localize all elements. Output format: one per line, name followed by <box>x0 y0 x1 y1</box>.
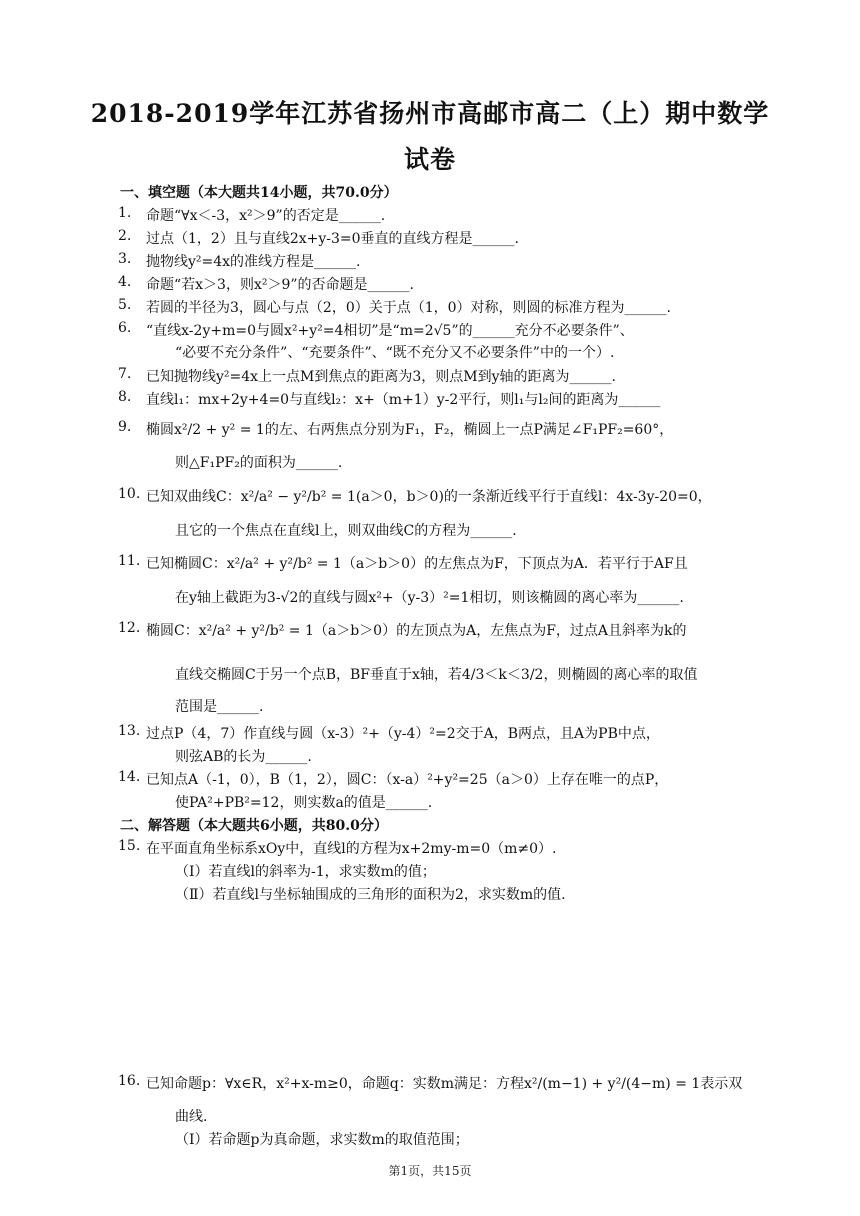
question-12-line2: 直线交椭圆C于另一个点B，BF垂直于x轴，若4/3＜k＜3/2，则椭圆的离心率的取值 <box>175 667 698 683</box>
question-9 <box>118 419 674 439</box>
question-6 <box>118 320 634 340</box>
question-text-line1: 椭圆x²/2 + y² = 1的左、右两焦点分别为F₁，F₂，椭圆上一点P满足∠F₁PF₂=60°， <box>146 422 674 438</box>
question-14-line2: 使PA²+PB²=12，则实数a的值是______. <box>175 795 433 811</box>
question-15-part1: （Ⅰ）若直线l的斜率为-1，求实数m的值； <box>175 864 436 880</box>
question-6-line2: “必要不充分条件”、“充要条件”、“既不充分又不必要条件”中的一个）. <box>175 345 615 361</box>
question-number: 1. <box>118 205 132 221</box>
question-text-line1: 已知点A（-1，0），B（1，2），圆C：（x-a）²+y²=25（a＞0）上存在唯一的点P， <box>146 772 669 788</box>
question-3 <box>118 251 361 271</box>
question-number: 3. <box>118 251 132 267</box>
question-text: 直线l₁：mx+2y+4=0与直线l₂：x+（m+1）y-2平行，则l₁与l₂间的距离为______ <box>146 392 661 408</box>
question-15 <box>118 838 557 858</box>
question-number: 4. <box>118 274 132 290</box>
question-16-line2: 曲线. <box>175 1109 208 1125</box>
question-13-line2: 则弦AB的长为______. <box>175 749 312 765</box>
question-text: 若圆的半径为3，圆心与点（2，0）关于点（1，0）对称，则圆的标准方程为______. <box>146 300 671 316</box>
question-text: 抛物线y²=4x的准线方程是______. <box>146 254 361 270</box>
question-text-line1: 在平面直角坐标系xOy中，直线l的方程为x+2my-m=0（m≠0）. <box>146 841 557 857</box>
question-number: 11. <box>118 553 141 569</box>
question-number: 14. <box>118 769 141 785</box>
question-number: 12. <box>118 620 141 636</box>
question-number: 9. <box>118 419 132 435</box>
question-text: 已知抛物线y²=4x上一点M到焦点的距离为3，则点M到y轴的距离为______. <box>146 369 616 385</box>
question-10-line2: 且它的一个焦点在直线l上，则双曲线C的方程为______. <box>175 523 517 539</box>
question-16 <box>118 1073 743 1093</box>
question-11-line2: 在y轴上截距为3-√2的直线与圆x²+（y-3）²=1相切，则该椭圆的离心率为______. <box>175 590 684 606</box>
question-number: 8. <box>118 389 132 405</box>
question-8 <box>118 389 661 409</box>
question-text-line1: 已知椭圆C：x²/a² + y²/b² = 1（a＞b＞0）的左焦点为F，下顶点为A．若平行于AF且 <box>146 556 688 572</box>
question-text-line1: 椭圆C：x²/a² + y²/b² = 1（a＞b＞0）的左顶点为A，左焦点为F，过点A且斜率为k的 <box>146 623 687 639</box>
question-2 <box>118 228 519 248</box>
document-title-line1: 2018-2019学年江苏省扬州市高邮市高二（上）期中数学 <box>90 99 770 128</box>
question-11 <box>118 553 688 573</box>
question-4 <box>118 274 414 294</box>
question-text: 命题“∀x＜-3，x²＞9”的否定是______. <box>146 208 386 224</box>
section-solve-heading: 二、解答题（本大题共6小题，共80.0分） <box>120 818 388 834</box>
question-15-part2: （Ⅱ）若直线l与坐标轴围成的三角形的面积为2，求实数m的值. <box>175 887 566 903</box>
question-number: 16. <box>118 1073 141 1089</box>
question-1 <box>118 205 386 225</box>
document-title-line2: 试卷 <box>403 145 456 174</box>
question-text: 过点（1，2）且与直线2x+y-3=0垂直的直线方程是______. <box>146 231 519 247</box>
page-number-footer: 第1页，共15页 <box>388 1164 472 1178</box>
question-text-line1: 过点P（4，7）作直线与圆（x-3）²+（y-4）²=2交于A，B两点，且A为PB中点， <box>146 726 660 742</box>
question-text-line1: 已知双曲线C：x²/a² − y²/b² = 1(a＞0，b＞0)的一条渐近线平行于直线l：4x-3y-20=0， <box>146 489 712 505</box>
question-16-part1: （Ⅰ）若命题p为真命题，求实数m的取值范围； <box>175 1132 469 1148</box>
question-9-line2: 则△F₁PF₂的面积为______. <box>175 455 343 471</box>
question-13 <box>118 723 660 743</box>
question-12 <box>118 620 687 640</box>
question-number: 2. <box>118 228 132 244</box>
question-number: 7. <box>118 366 132 382</box>
question-12-line3: 范围是______. <box>175 699 264 715</box>
question-7 <box>118 366 616 386</box>
section-fill-heading: 一、填空题（本大题共14小题，共70.0分） <box>120 185 398 201</box>
question-number: 5. <box>118 297 132 313</box>
question-text-line1: 已知命题p：∀x∈R，x²+x-m≥0，命题q：实数m满足：方程x²/(m−1) + y²/(4−m) = 1表示双 <box>146 1076 743 1092</box>
question-10 <box>118 486 712 506</box>
question-number: 13. <box>118 723 141 739</box>
question-14 <box>118 769 669 789</box>
question-number: 10. <box>118 486 141 502</box>
question-text: 命题“若x＞3，则x²＞9”的否命题是______. <box>146 277 414 293</box>
question-5 <box>118 297 671 317</box>
question-number: 6. <box>118 320 132 336</box>
question-text-line1: “直线x-2y+m=0与圆x²+y²=4相切”是“m=2√5”的______充分不必要条件”、 <box>146 323 634 339</box>
question-number: 15. <box>118 838 141 854</box>
